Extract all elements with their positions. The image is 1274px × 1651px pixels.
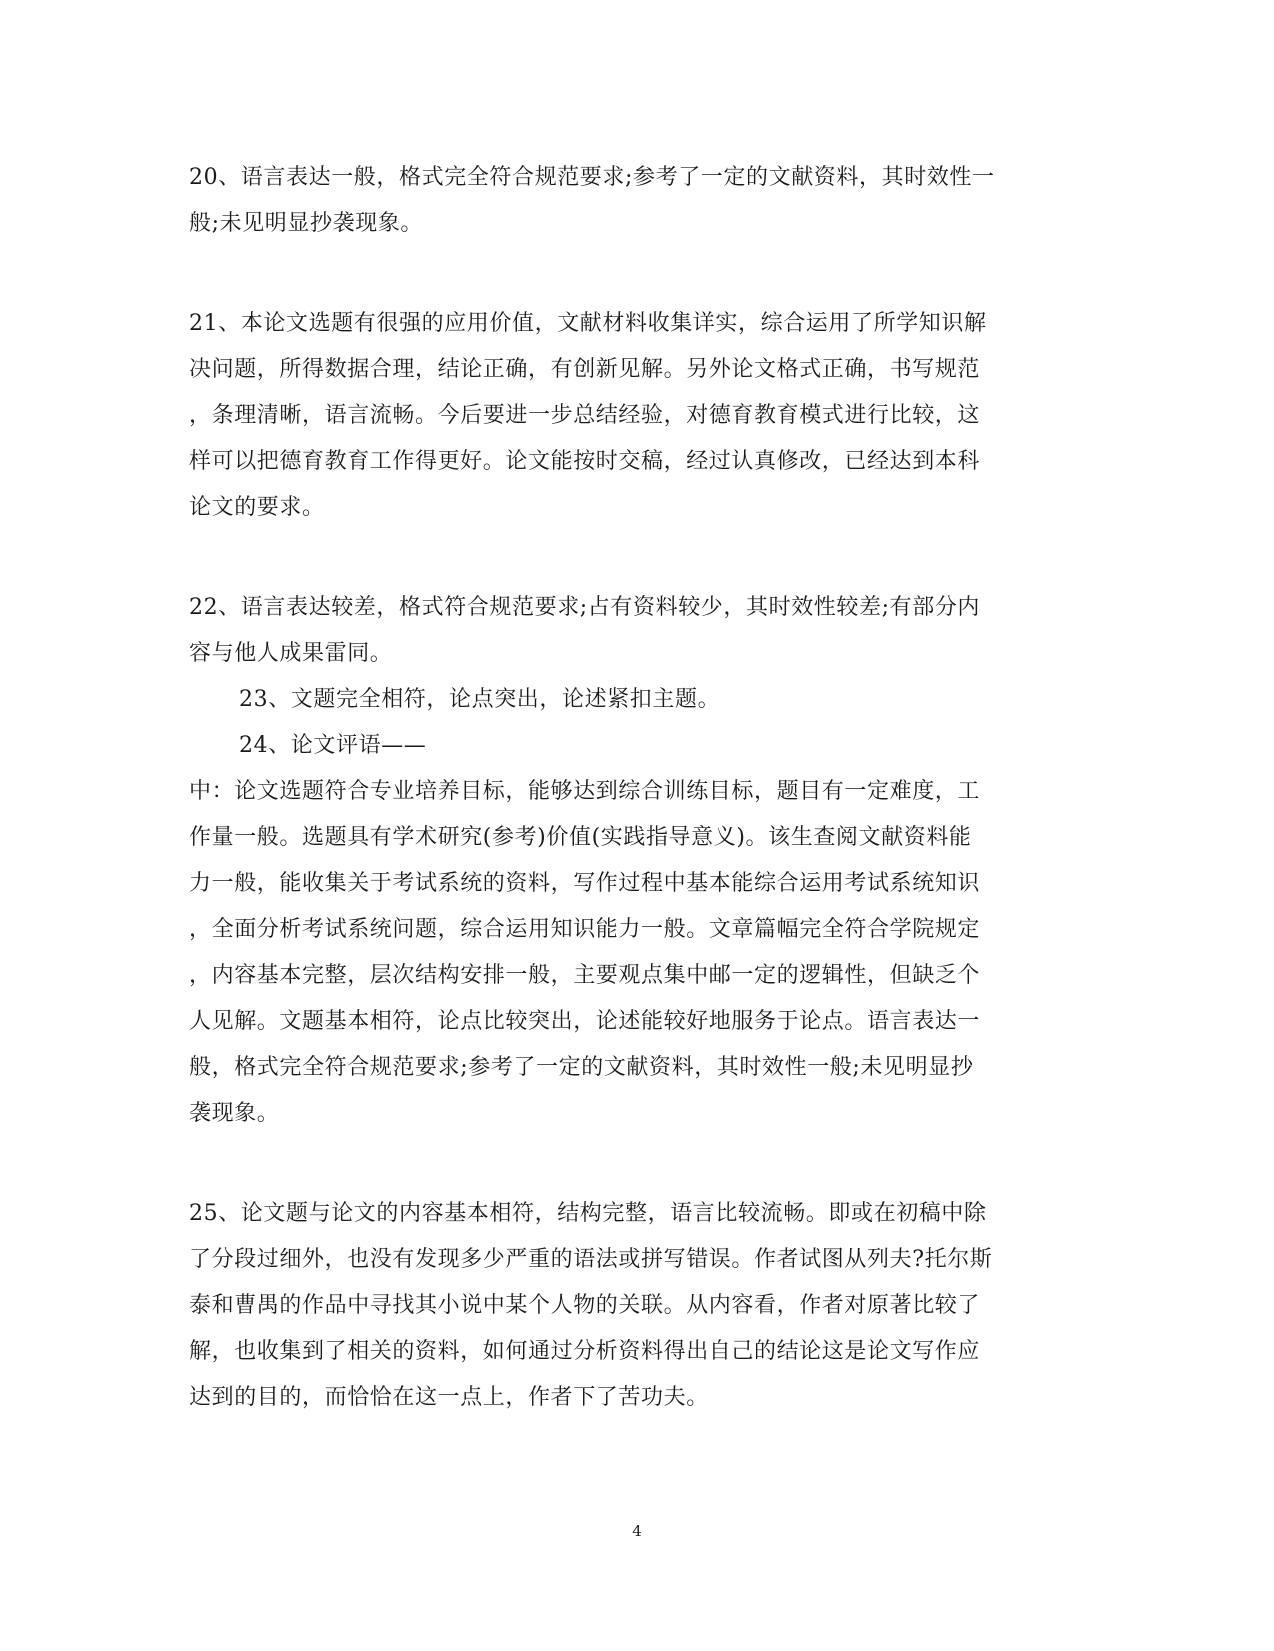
evaluation-line-2: 作量一般。选题具有学术研究(参考)价值(实践指导意义)。该生查阅文献资料能 (189, 825, 972, 850)
evaluation-line-3: 力一般，能收集关于考试系统的资料，写作过程中基本能综合运用考试系统知识 (189, 871, 981, 896)
evaluation-line-5: ，内容基本完整，层次结构安排一般，主要观点集中邮一定的逻辑性，但缺乏个 (189, 963, 981, 988)
paragraph-21-line-1: 21、本论文选题有很强的应用价值，文献材料收集详实，综合运用了所学知识解 (189, 311, 987, 336)
evaluation-line-8: 袭现象。 (189, 1101, 280, 1126)
evaluation-line-1: 中：论文选题符合专业培养目标，能够达到综合训练目标，题目有一定难度，工 (189, 779, 981, 804)
paragraph-21-line-3: ，条理清晰，语言流畅。今后要进一步总结经验，对德育教育模式进行比较，这 (189, 403, 981, 428)
evaluation-line-7: 般，格式完全符合规范要求;参考了一定的文献资料，其时效性一般;未见明显抄 (189, 1055, 974, 1080)
paragraph-25-line-2: 了分段过细外，也没有发现多少严重的语法或拼写错误。作者试图从列夫?托尔斯 (189, 1247, 993, 1272)
paragraph-25-line-4: 解，也收集到了相关的资料，如何通过分析资料得出自己的结论这是论文写作应 (189, 1339, 981, 1364)
evaluation-line-6: 人见解。文题基本相符，论点比较突出，论述能较好地服务于论点。语言表达一 (189, 1009, 981, 1034)
paragraph-21-line-5: 论文的要求。 (189, 495, 325, 520)
paragraph-22-line-2: 容与他人成果雷同。 (189, 641, 393, 666)
paragraph-20-line-2: 般;未见明显抄袭现象。 (189, 211, 424, 236)
paragraph-25-line-5: 达到的目的，而恰恰在这一点上，作者下了苦功夫。 (189, 1385, 709, 1410)
paragraph-24-heading: 24、论文评语—— (239, 733, 427, 758)
paragraph-22-line-1: 22、语言表达较差，格式符合规范要求;占有资料较少，其时效性较差;有部分内 (189, 595, 981, 620)
paragraph-21-line-2: 决问题，所得数据合理，结论正确，有创新见解。另外论文格式正确，书写规范 (189, 357, 981, 382)
paragraph-23-line-1: 23、文题完全相符，论点突出，论述紧扣主题。 (239, 687, 721, 712)
paragraph-21-line-4: 样可以把德育教育工作得更好。论文能按时交稿，经过认真修改，已经达到本科 (189, 449, 981, 474)
evaluation-line-4: ，全面分析考试系统问题，综合运用知识能力一般。文章篇幅完全符合学院规定 (189, 917, 981, 942)
paragraph-25-line-1: 25、论文题与论文的内容基本相符，结构完整，语言比较流畅。即或在初稿中除 (189, 1201, 987, 1226)
paragraph-20-line-1: 20、语言表达一般，格式完全符合规范要求;参考了一定的文献资料，其时效性一 (189, 165, 995, 190)
page-number: 4 (632, 1522, 642, 1540)
paragraph-25-line-3: 泰和曹禺的作品中寻找其小说中某个人物的关联。从内容看，作者对原著比较了 (189, 1293, 981, 1318)
